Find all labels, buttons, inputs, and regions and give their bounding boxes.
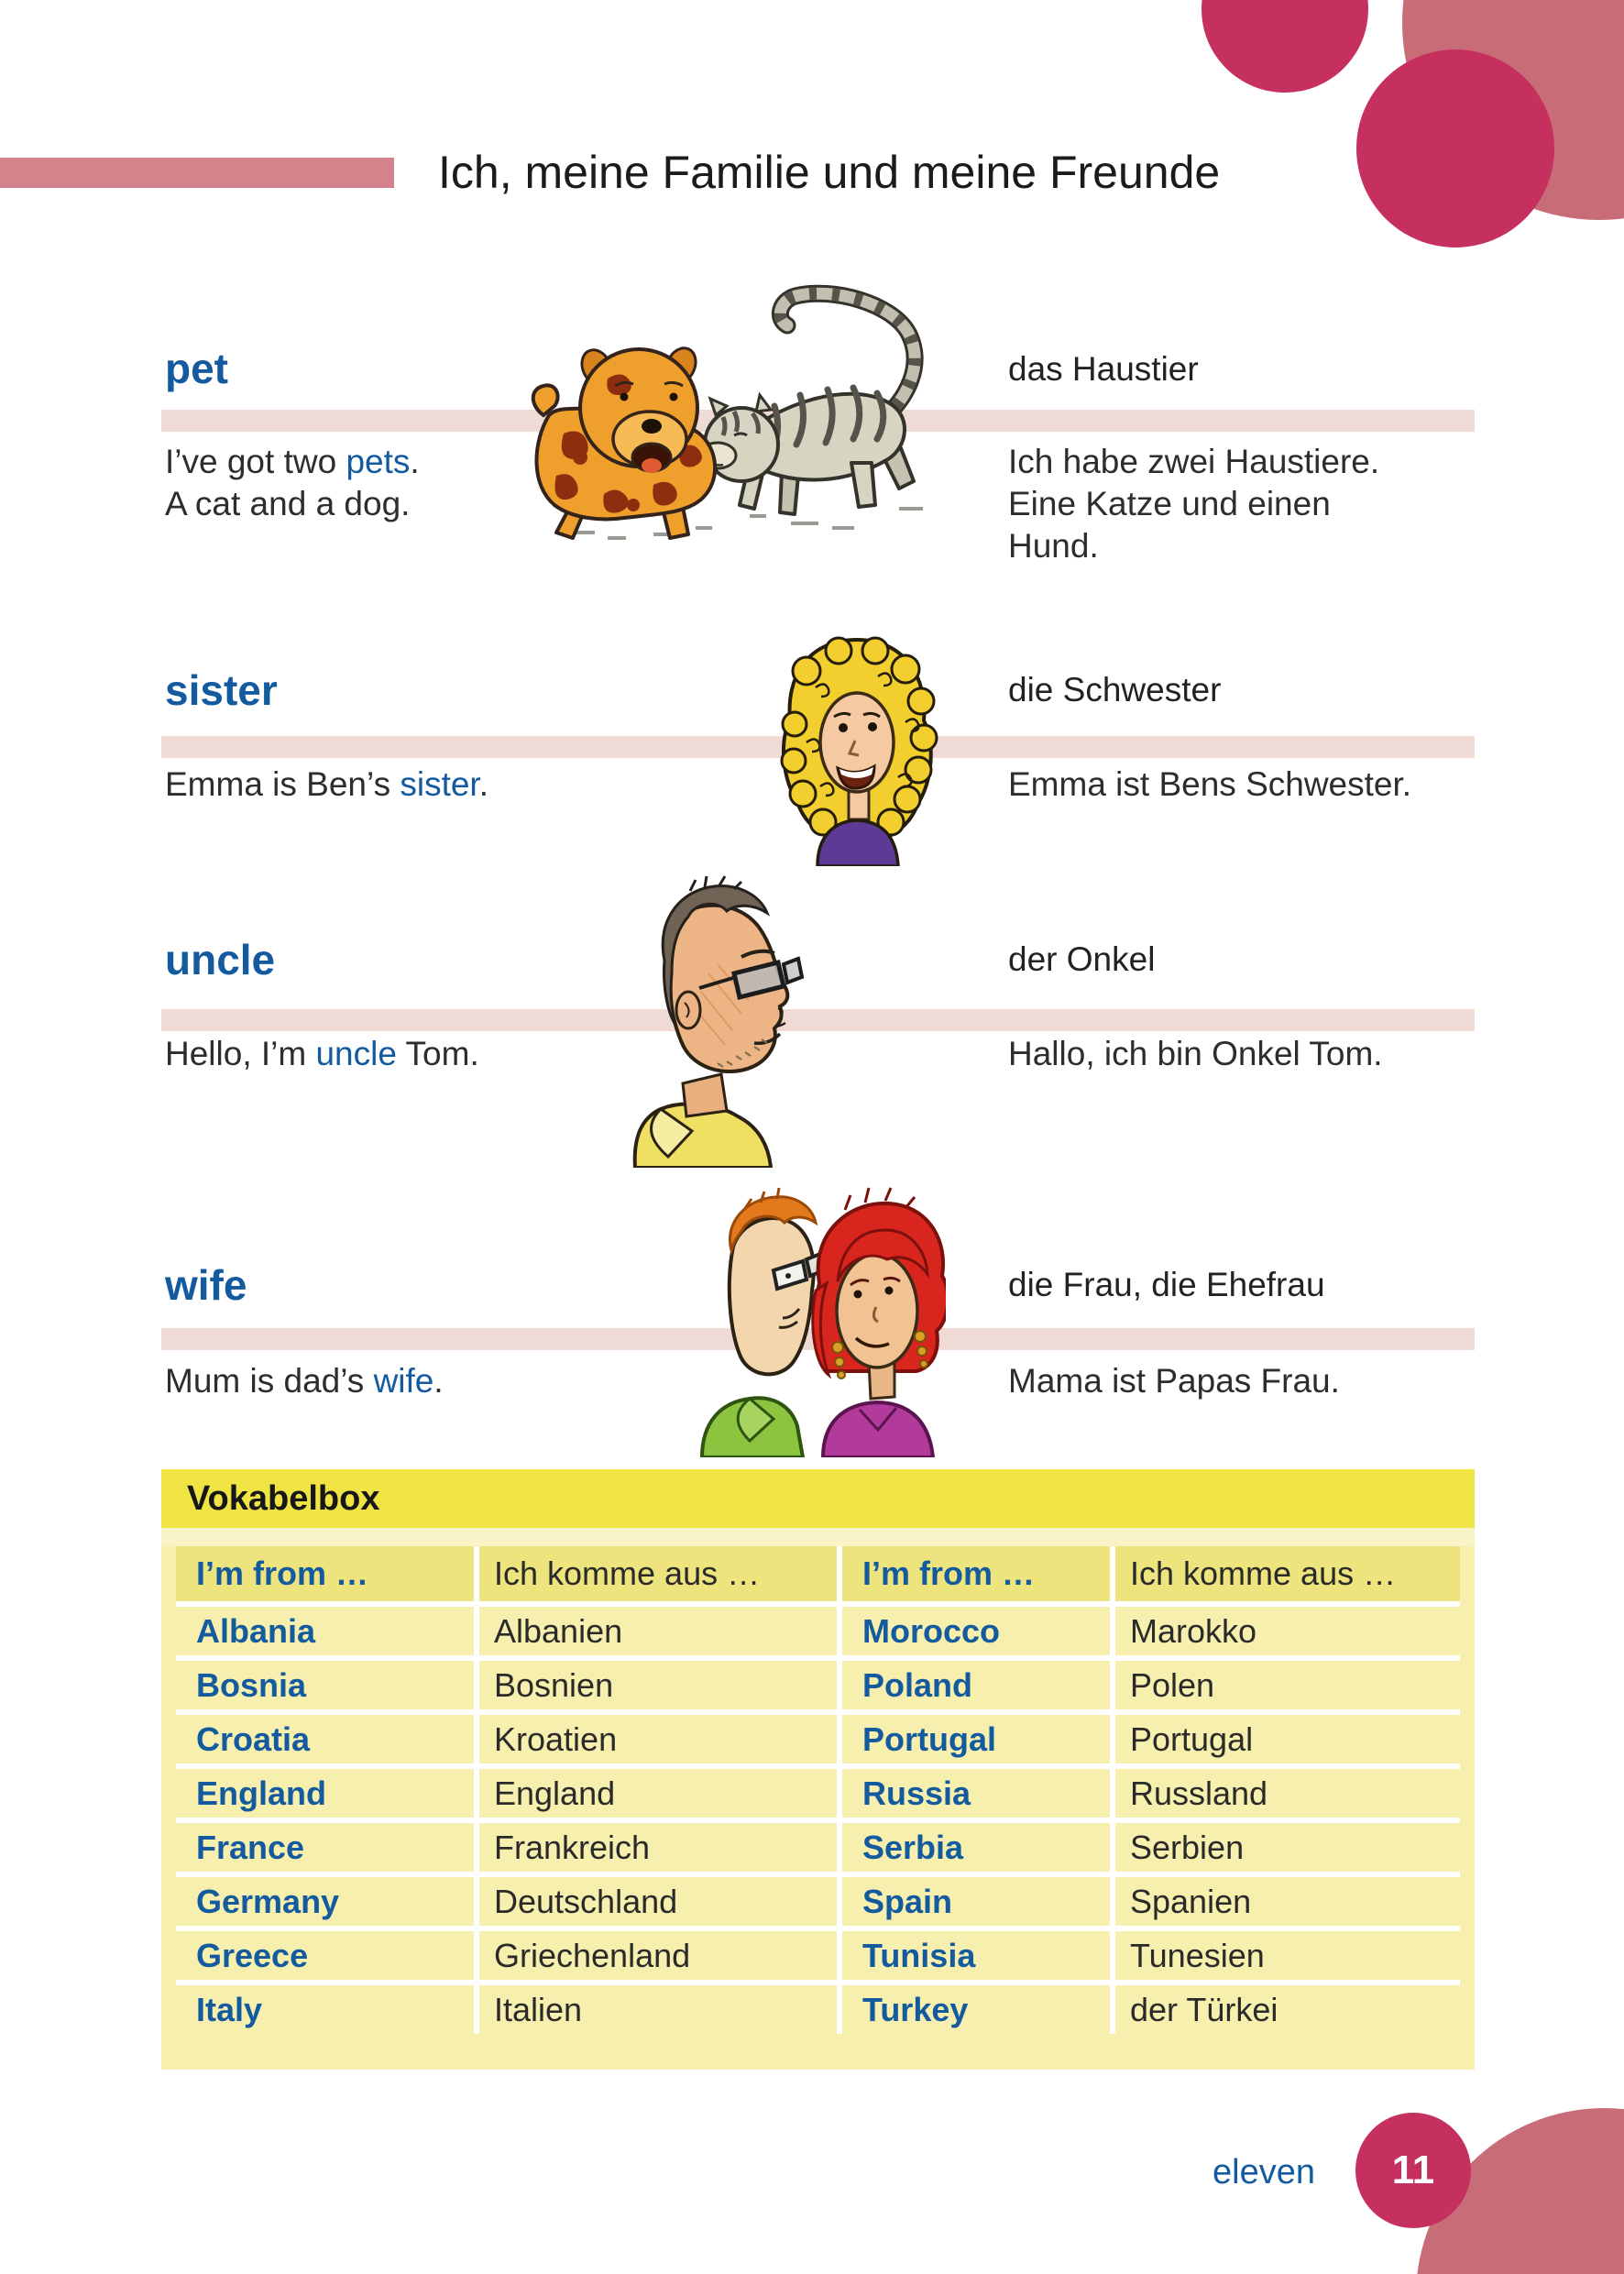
table-cell: Germany: [176, 1877, 474, 1926]
headword-de-wife: die Frau, die Ehefrau: [1008, 1266, 1325, 1303]
table-cell: Spanien: [1115, 1877, 1460, 1926]
example-sentence-de-uncle: Hallo, ich bin Onkel Tom.: [1008, 1035, 1383, 1072]
table-cell: Greece: [176, 1931, 474, 1980]
divider-bar: [161, 1009, 1475, 1031]
table-cell: Tunesien: [1115, 1931, 1460, 1980]
table-cell: Griechenland: [479, 1931, 837, 1980]
sister-illustration: [770, 632, 944, 866]
man-profile-drawing: [635, 876, 802, 1168]
table-cell: Poland: [842, 1661, 1110, 1709]
example-sentence-de-wife: Mama ist Papas Frau.: [1008, 1362, 1340, 1400]
table-cell: Morocco: [842, 1607, 1110, 1655]
table-cell: Tunisia: [842, 1931, 1110, 1980]
example-sentence-de-pet: Ich habe zwei Haustiere. Eine Katze und einen Hund.: [1008, 443, 1380, 565]
headword-de-pet: das Haustier: [1008, 350, 1199, 388]
table-cell: Portugal: [1115, 1715, 1460, 1763]
table-cell: France: [176, 1823, 474, 1872]
headword-en-sister: sister: [165, 666, 278, 714]
wife-illustration: [689, 1182, 946, 1457]
girl-drawing: [782, 638, 937, 866]
table-cell: Serbia: [842, 1823, 1110, 1872]
table-cell: Kroatien: [479, 1715, 837, 1763]
table-cell: Turkey: [842, 1985, 1110, 2034]
husband-drawing: [702, 1188, 828, 1457]
headword-en-wife: wife: [165, 1261, 247, 1309]
table-header-cell: Ich komme aus …: [479, 1546, 837, 1601]
example-sentence-en-pet: I’ve got two pets. A cat and a dog.: [165, 443, 420, 522]
wife-drawing: [813, 1188, 946, 1457]
uncle-illustration: [580, 873, 805, 1168]
table-header-cell: I’m from …: [176, 1546, 474, 1601]
table-cell: England: [479, 1769, 837, 1818]
example-sentence-en-uncle: Hello, I’m uncle Tom.: [165, 1035, 479, 1072]
table-cell: Albanien: [479, 1607, 837, 1655]
vokabelbox: [161, 1469, 1475, 2070]
table-header-cell: Ich komme aus …: [1115, 1546, 1460, 1601]
country-table: [176, 1546, 1460, 2034]
decor-crimson-circle-large: [1356, 49, 1554, 247]
table-cell: Serbien: [1115, 1823, 1460, 1872]
headword-en-uncle: uncle: [165, 936, 276, 983]
table-cell: Bosnia: [176, 1661, 474, 1709]
table-cell: Frankreich: [479, 1823, 837, 1872]
table-cell: Italien: [479, 1985, 837, 2034]
example-sentence-de-sister: Emma ist Bens Schwester.: [1008, 765, 1412, 803]
table-cell: Portugal: [842, 1715, 1110, 1763]
table-cell: Deutschland: [479, 1877, 837, 1926]
page-number-word: eleven: [1213, 2153, 1315, 2192]
page-number-badge: 11: [1355, 2113, 1471, 2228]
table-cell: Croatia: [176, 1715, 474, 1763]
table-cell: der Türkei: [1115, 1985, 1460, 2034]
table-cell: Marokko: [1115, 1607, 1460, 1655]
chapter-header-bar: [0, 158, 394, 188]
table-cell: England: [176, 1769, 474, 1818]
vokabelbox-title: Vokabelbox: [187, 1478, 380, 1518]
table-cell: Italy: [176, 1985, 474, 2034]
table-cell: Russland: [1115, 1769, 1460, 1818]
table-cell: Bosnien: [479, 1661, 837, 1709]
table-header-cell: I’m from …: [842, 1546, 1110, 1601]
table-cell: Albania: [176, 1607, 474, 1655]
dog-drawing: [533, 344, 715, 538]
headword-en-pet: pet: [165, 345, 228, 392]
table-cell: Polen: [1115, 1661, 1460, 1709]
example-sentence-en-wife: Mum is dad’s wife.: [165, 1362, 444, 1400]
headword-de-sister: die Schwester: [1008, 671, 1222, 709]
page-title: Ich, meine Familie und meine Freunde: [438, 147, 1221, 198]
headword-de-uncle: der Onkel: [1008, 940, 1156, 978]
table-cell: Spain: [842, 1877, 1110, 1926]
decor-crimson-circle-small: [1202, 0, 1368, 93]
vokabelbox-header-band: [161, 1469, 1475, 1528]
example-sentence-en-sister: Emma is Ben’s sister.: [165, 765, 488, 803]
cat-drawing: [679, 293, 923, 528]
vokabelbox-strip: [161, 1528, 1475, 1546]
table-cell: Russia: [842, 1769, 1110, 1818]
pets-illustration: [516, 269, 930, 544]
